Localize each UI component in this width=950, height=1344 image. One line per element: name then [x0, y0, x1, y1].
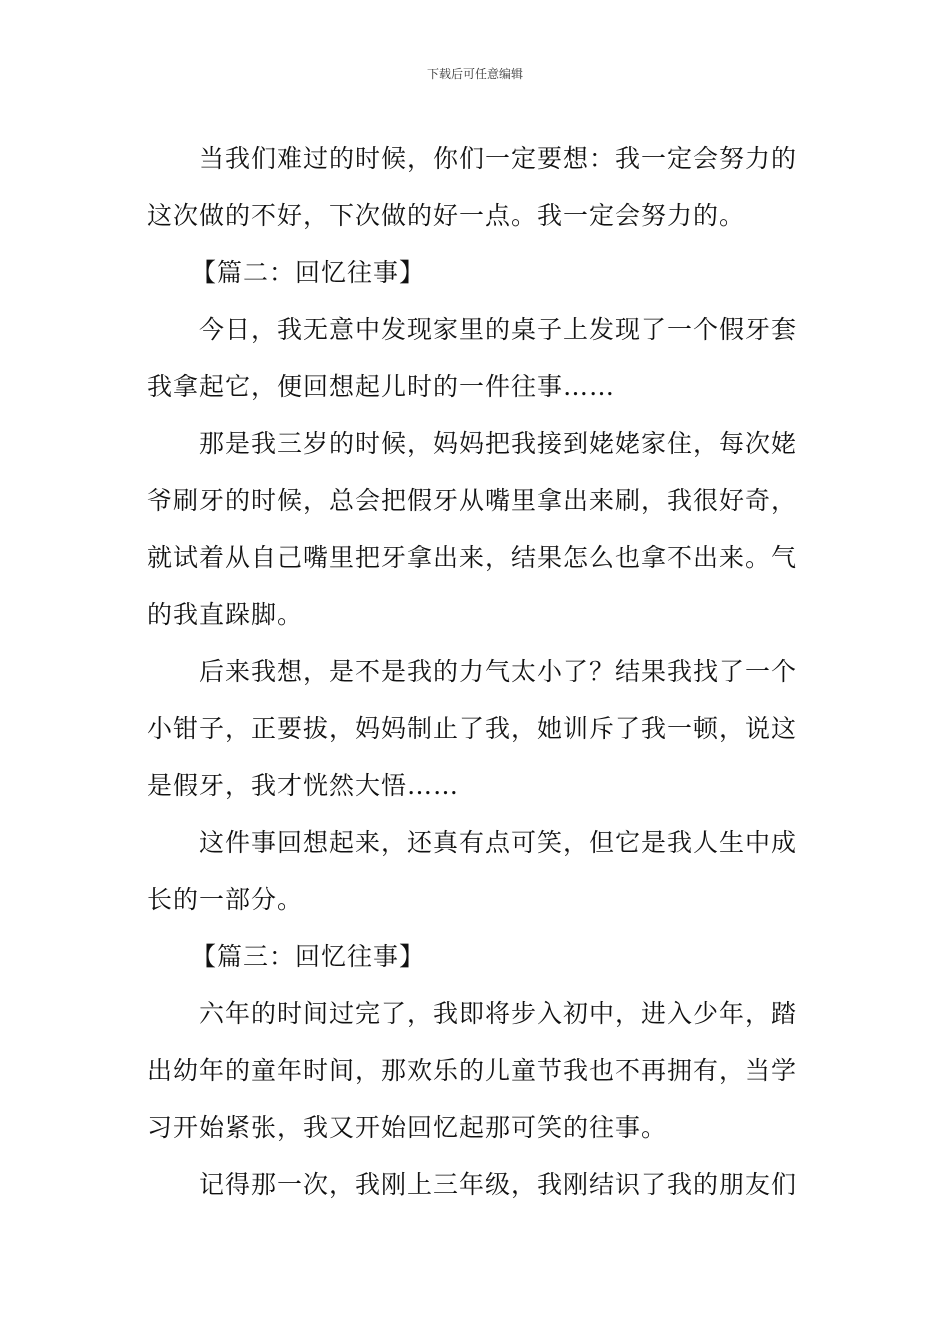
section-heading: 【篇二：回忆往事】 — [191, 258, 426, 287]
paragraph: 后来我想，是不是我的力气太小了？结果我找了一个小钳子，正要拔，妈妈制止了我，她训斥了我一顿，说这是假牙，我才恍然大悟…… — [147, 657, 798, 800]
paragraph: 那是我三岁的时候，妈妈把我接到姥姥家住，每次姥爷刷牙的时候，总会把假牙从嘴里拿出来刷，我很好奇，就试着从自己嘴里把牙拿出来，结果怎么也拿不出来。气的我直跺脚。 — [147, 429, 798, 629]
paragraph: 当我们难过的时候，你们一定要想：我一定会努力的这次做的不好，下次做的好一点。我一定会努力的。 — [147, 144, 798, 230]
section-heading: 【篇三：回忆往事】 — [191, 942, 426, 971]
paragraph: 这件事回想起来，还真有点可笑，但它是我人生中成长的一部分。 — [147, 828, 798, 914]
paragraph: 记得那一次，我刚上三年级，我刚结识了我的朋友们 — [199, 1170, 798, 1199]
paragraph: 今日，我无意中发现家里的桌子上发现了一个假牙套我拿起它，便回想起儿时的一件往事…… — [147, 315, 798, 401]
document-body — [147, 130, 807, 1213]
page-header-note: 下载后可任意编辑 — [426, 67, 523, 81]
paragraph: 六年的时间过完了，我即将步入初中，进入少年，踏出幼年的童年时间，那欢乐的儿童节我也不再拥有，当学习开始紧张，我又开始回忆起那可笑的往事。 — [147, 999, 798, 1142]
